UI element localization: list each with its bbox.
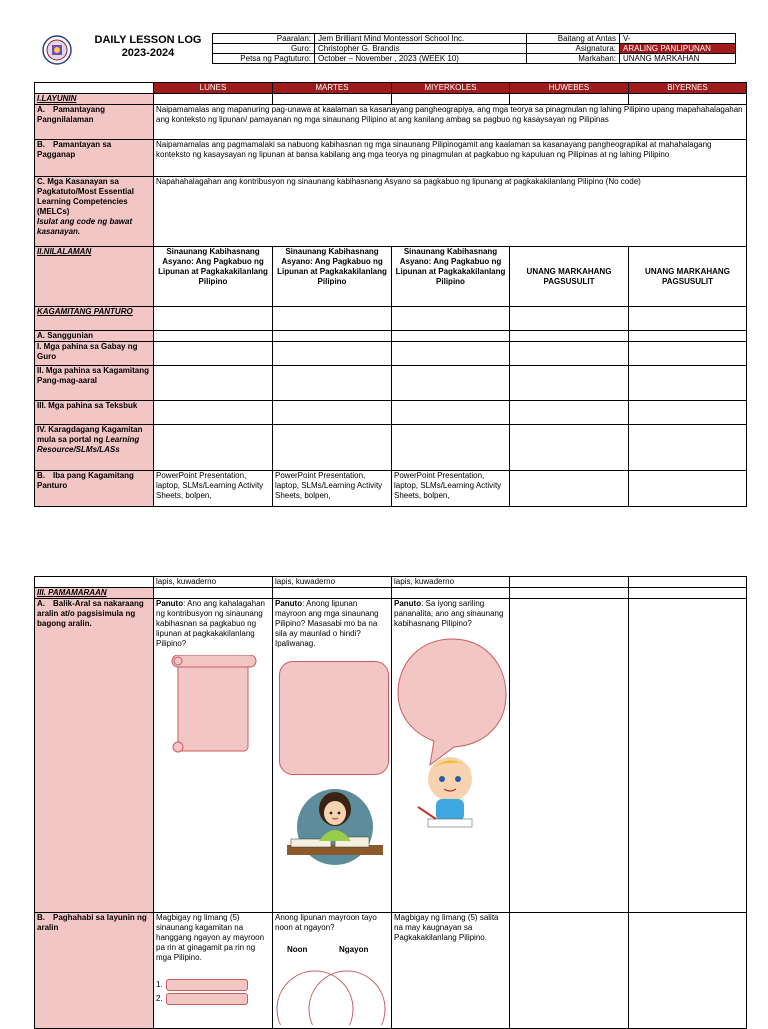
topic-miyerkoles: Sinaunang Kabihasnang Asyano: Ang Pagkabuo ng Lipunan at Pagkakakilanlang Pilipino [392, 247, 510, 307]
paghahabi-label: B. Paghahabi sa layunin ng aralin [35, 913, 154, 1029]
day-huwebes: HUWEBES [510, 83, 629, 94]
venn-diagram [275, 965, 389, 1028]
pamamaraan-title: III. PAMAMARAAN [35, 588, 154, 599]
materials-cont-martes: lapis, kuwaderno [273, 577, 392, 588]
paaralan-label: Paaralan: [213, 34, 315, 44]
paghahabi-martes: Anong lipunan mayroon tayo noon at ngayon? Noon Ngayon [273, 913, 392, 1029]
guro-value: Christopher G. Brandis [315, 44, 527, 54]
layunin-title: I.LAYUNIN [35, 94, 154, 105]
lesson-log-table-continued [34, 576, 747, 1029]
topic-martes: Sinaunang Kabihasnang Asyano: Ang Pagkabuo ng Lipunan at Pagkakakilanlang Pilipino [273, 247, 392, 307]
balik-aral-miyerkoles: Panuto: Sa iyong sariling pananalita, ano ang sinaunang kabihasnang Pilipino? [392, 599, 510, 913]
topic-lunes: Sinaunang Kabihasnang Asyano: Ang Pagkabuo ng Lipunan at Pagkakakilanlang Pilipino [154, 247, 273, 307]
gabay-guro-label: I. Mga pahina sa Gabay ng Guro [35, 342, 154, 366]
scroll-graphic [170, 655, 248, 749]
kagamitang-mag-aaral-label: II. Mga pahina sa Kagamitang Pang-mag-aaral [35, 366, 154, 401]
kagamitan-title: KAGAMITANG PANTURO [35, 307, 154, 331]
kasanayan-text: Napahahalagahan ang kontribusyon ng sinaunang kabihasnang Asyano sa pagkabuo ng lipunang at pagkakakilanlang Pilipino (No code) [154, 177, 747, 247]
nilalaman-title: II.NILALAMAN [35, 247, 154, 307]
baitang-value: V- [620, 34, 736, 44]
balik-aral-label: A. Balik-Aral sa nakaraang aralin at/o pagsisimula ng bagong aralin. [35, 599, 154, 913]
answer-box [279, 661, 389, 775]
speech-bubble [396, 637, 506, 749]
assessment-biyernes: UNANG MARKAHANG PAGSUSULIT [629, 247, 747, 307]
noon-label: Noon [287, 945, 308, 954]
materials-lunes: PowerPoint Presentation, laptop, SLMs/Learning Activity Sheets, bolpen, [154, 471, 273, 507]
pamantayan-sa-pagganap-text: Naipamamalas ang pagmamalaki sa nabuong kabihasnan ng mga sinaunang Pilipinogamit ang kaalaman sa kasanayang pangheograpikal at mahahalagang konteksto ng kasaysayan ng lipunan at bansa kabilang ang mga teorya ng pinagmulan at pagkabuo ng kapuluan ng Pilipinas at ng lahing Pilipino [154, 140, 747, 177]
ngayon-label: Ngayon [339, 945, 369, 954]
day-martes: MARTES [273, 83, 392, 94]
kasanayan-label: C. Mga Kasanayan sa Pagkatuto/Most Essential Learning Competencies (MELCs) Isulat ang code ng bawat kasanayan. [35, 177, 154, 247]
school-year: 2023-2024 [121, 47, 175, 59]
pamantayang-pangnilalaman-text: Naipamamalas ang mapanuring pag-unawa at kaalaman sa kasanayang pangheograpiya, ang mga teorya sa pinagmulan ng lahing Pilipino upang mapahahalagahan ang konteksto ng lipunan/ pamayanan ng mga sinaunang Pilipino at ang kanilang ambag sa pagbuo ng kasaysayan ng Pilipinas [154, 105, 747, 140]
answer-line-1: 1. [156, 979, 270, 991]
log-title: DAILY LESSON LOG [94, 34, 202, 46]
asignatura-label: Asignatura: [527, 44, 620, 54]
guro-label: Guro: [213, 44, 315, 54]
paaralan-value: Jem Brilliant Mind Montessori School Inc. [315, 34, 527, 44]
balik-aral-martes: Panuto: Anong lipunan mayroon ang mga sinaunang Pilipino? Masasabi mo ba na sila ay maunlad o hindi? Ipaliwanag. [273, 599, 392, 913]
day-header-row [35, 83, 747, 94]
girl-studying-illustration [279, 779, 389, 868]
asignatura-value: ARALING PANLIPUNAN [620, 44, 736, 54]
answer-line-2: 2. [156, 993, 270, 1005]
iba-pang-kagamitan-label: B. Iba pang Kagamitang Panturo [35, 471, 154, 507]
sanggunian-label: A. Sanggunian [35, 331, 154, 342]
pamantayan-sa-pagganap-label: B. Pamantayan sa Pagganap [35, 140, 154, 177]
teksbuk-label: III. Mga pahina sa Teksbuk [35, 401, 154, 425]
header-info-table [212, 33, 736, 64]
markahan-label: Markahan: [527, 54, 620, 64]
petsa-label: Petsa ng Pagtuturo: [213, 54, 315, 64]
paghahabi-miyerkoles: Magbigay ng limang (5) salita na may kaugnayan sa Pagkakakilanlang Pilipino. [392, 913, 510, 1029]
karagdagang-kagamitan-label: IV. Karagdagang Kagamitan mula sa portal ng Learning Resource/SLMs/LASs [35, 425, 154, 471]
day-biyernes: BIYERNES [629, 83, 747, 94]
materials-martes: PowerPoint Presentation, laptop, SLMs/Learning Activity Sheets, bolpen, [273, 471, 392, 507]
materials-miyerkoles: PowerPoint Presentation, laptop, SLMs/Learning Activity Sheets, bolpen, [392, 471, 510, 507]
deped-seal [42, 35, 72, 65]
pamantayang-pangnilalaman-label: A. Pamantayang Pangnilalaman [35, 105, 154, 140]
balik-aral-lunes: Panuto: Ano ang kahalagahan ng kontribusyon ng sinaunang kabihasnan sa pagkabuo ng lipunan at pagkakakilanlang Pilipino? [154, 599, 273, 913]
petsa-value: October – November , 2023 (WEEK 10) [315, 54, 527, 64]
markahan-value: UNANG MARKAHAN [620, 54, 736, 64]
lesson-log-table [34, 82, 747, 507]
materials-cont-lunes: lapis, kuwaderno [154, 577, 273, 588]
assessment-huwebes: UNANG MARKAHANG PAGSUSULIT [510, 247, 629, 307]
paghahabi-lunes: Magbigay ng limang (5) sinaunang kagamitan na hanggang ngayon ay mayroon pa rin at ginagamit pa rin ng mga Pilipino. 1. 2. [154, 913, 273, 1029]
day-lunes: LUNES [154, 83, 273, 94]
day-miyerkoles: MIYERKOLES [392, 83, 510, 94]
materials-cont-miyerkoles: lapis, kuwaderno [392, 577, 510, 588]
baitang-label: Baitang at Antas [527, 34, 620, 44]
